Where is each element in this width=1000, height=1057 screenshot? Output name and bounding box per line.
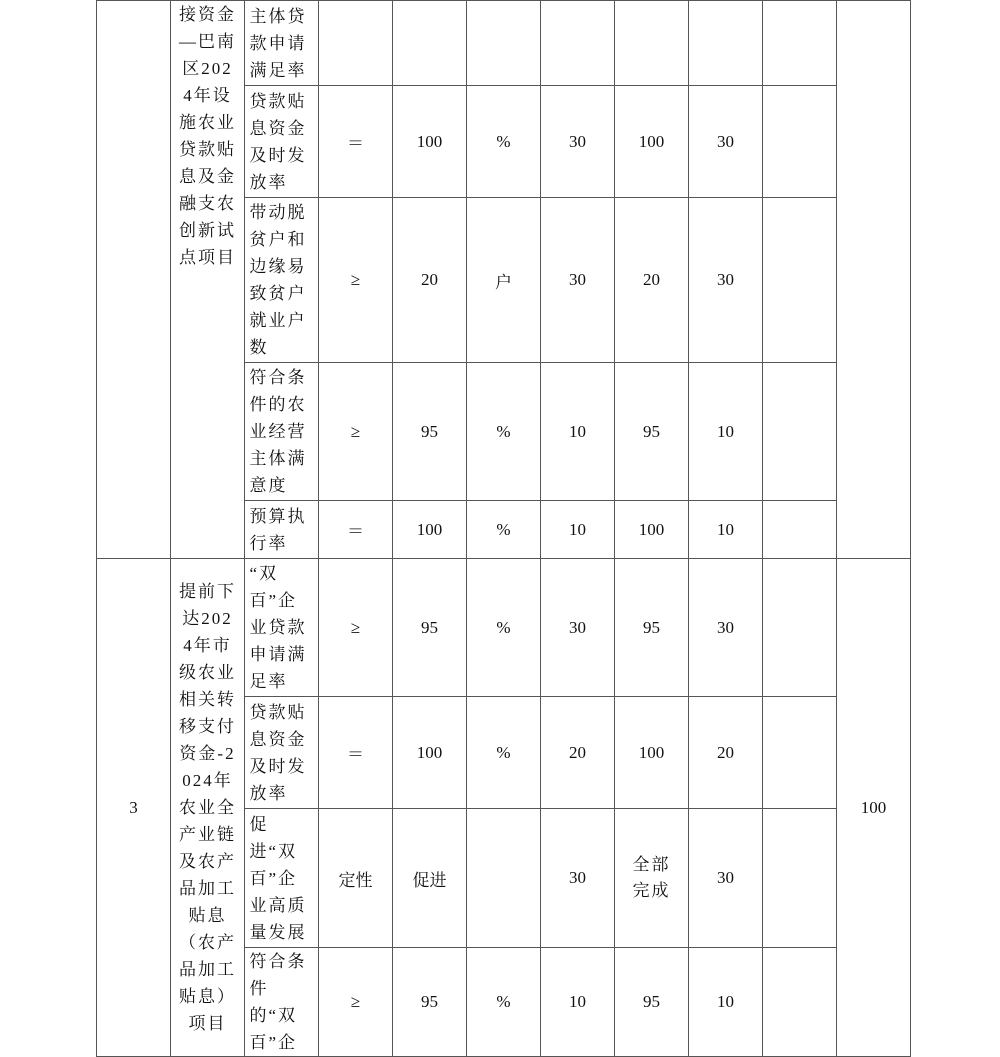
project-name: 接资金—巴南区2024年设施农业贷款贴息及金融支农创新试点项目 (179, 5, 236, 267)
indicator-name: 预算执行率 (249, 506, 307, 553)
score-cell: 30 (689, 559, 763, 697)
unit-cell: % (467, 697, 541, 809)
indicator-name: 贷款贴息资金及时发放率 (249, 702, 307, 803)
score-cell: 30 (689, 86, 763, 198)
score-cell: 30 (689, 198, 763, 363)
operator-cell: ≥ (319, 559, 393, 697)
weight-cell (541, 1, 615, 86)
actual-cell: 100 (615, 86, 689, 198)
project-name: 提前下达2024年市级农业相关转移支付资金-2024年农业全产业链及农产品加工贴息（农产品加工贴息）项目 (179, 582, 236, 1033)
target-cell: 100 (393, 86, 467, 198)
unit-cell (467, 1, 541, 86)
unit-cell: % (467, 501, 541, 559)
indicator-name: 符合条件的农业经营主体满意度 (249, 368, 307, 495)
unit-cell: % (467, 363, 541, 501)
indicator-name: 符合条件的“双百”企 (249, 952, 307, 1052)
actual-cell (615, 1, 689, 86)
actual-cell: 95 (615, 363, 689, 501)
target-cell: 促进 (393, 809, 467, 948)
score-cell: 10 (689, 501, 763, 559)
indicator-name: 带动脱贫户和边缘易致贫户就业户数 (249, 203, 307, 357)
operator-cell: ＝ (319, 697, 393, 809)
weight-cell: 20 (541, 697, 615, 809)
indicator-cell (245, 948, 319, 1057)
indicator-cell (245, 501, 319, 559)
actual-cell (615, 809, 689, 948)
remark-cell (763, 363, 837, 501)
remark-cell (763, 198, 837, 363)
remark-cell (763, 559, 837, 697)
indicator-cell (245, 809, 319, 948)
weight-cell: 30 (541, 86, 615, 198)
indicator-name: 贷款贴息资金及时发放率 (249, 91, 307, 192)
remark-cell (763, 697, 837, 809)
target-cell: 100 (393, 697, 467, 809)
target-cell: 95 (393, 948, 467, 1057)
project-index-cell (97, 1, 171, 559)
weight-cell: 30 (541, 198, 615, 363)
operator-cell: 定性 (319, 809, 393, 948)
operator-cell: ≥ (319, 948, 393, 1057)
operator-cell: ≥ (319, 363, 393, 501)
unit-cell: % (467, 86, 541, 198)
score-cell (689, 1, 763, 86)
operator-cell: ≥ (319, 198, 393, 363)
weight-cell: 10 (541, 363, 615, 501)
remark-cell (763, 809, 837, 948)
total-cell: 100 (837, 559, 911, 1057)
score-cell: 10 (689, 363, 763, 501)
indicator-cell (245, 1, 319, 86)
actual-cell: 100 (615, 697, 689, 809)
table-row (97, 559, 911, 697)
actual-cell: 100 (615, 501, 689, 559)
remark-cell (763, 86, 837, 198)
indicator-cell (245, 86, 319, 198)
actual-cell: 95 (615, 559, 689, 697)
remark-cell (763, 948, 837, 1057)
weight-cell: 30 (541, 809, 615, 948)
remark-cell (763, 1, 837, 86)
indicator-cell (245, 198, 319, 363)
project-name-cell (171, 1, 245, 559)
weight-cell: 30 (541, 559, 615, 697)
unit-cell: 户 (467, 198, 541, 363)
score-cell: 20 (689, 697, 763, 809)
unit-cell: % (467, 559, 541, 697)
total-cell (837, 1, 911, 559)
project-index-cell: 3 (97, 559, 171, 1057)
operator-cell: ＝ (319, 501, 393, 559)
indicator-name: 主体贷款申请满足率 (249, 6, 307, 80)
score-cell: 30 (689, 809, 763, 948)
indicator-cell (245, 363, 319, 501)
target-cell: 95 (393, 559, 467, 697)
target-cell (393, 1, 467, 86)
actual-cell: 95 (615, 948, 689, 1057)
unit-cell: % (467, 948, 541, 1057)
operator-cell (319, 1, 393, 86)
actual-value: 全部完成 (632, 855, 671, 900)
unit-cell (467, 809, 541, 948)
actual-cell: 20 (615, 198, 689, 363)
indicator-cell (245, 697, 319, 809)
indicator-cell (245, 559, 319, 697)
target-cell: 20 (393, 198, 467, 363)
project-name-cell (171, 559, 245, 1057)
target-cell: 95 (393, 363, 467, 501)
score-cell: 10 (689, 948, 763, 1057)
remark-cell (763, 501, 837, 559)
weight-cell: 10 (541, 948, 615, 1057)
indicator-name: “双百”企业贷款申请满足率 (249, 564, 307, 691)
indicator-name: 促进“双百”企业高质量发展 (249, 814, 307, 942)
weight-cell: 10 (541, 501, 615, 559)
target-cell: 100 (393, 501, 467, 559)
performance-table (96, 0, 911, 1057)
operator-cell: ＝ (319, 86, 393, 198)
table-row (97, 1, 911, 86)
